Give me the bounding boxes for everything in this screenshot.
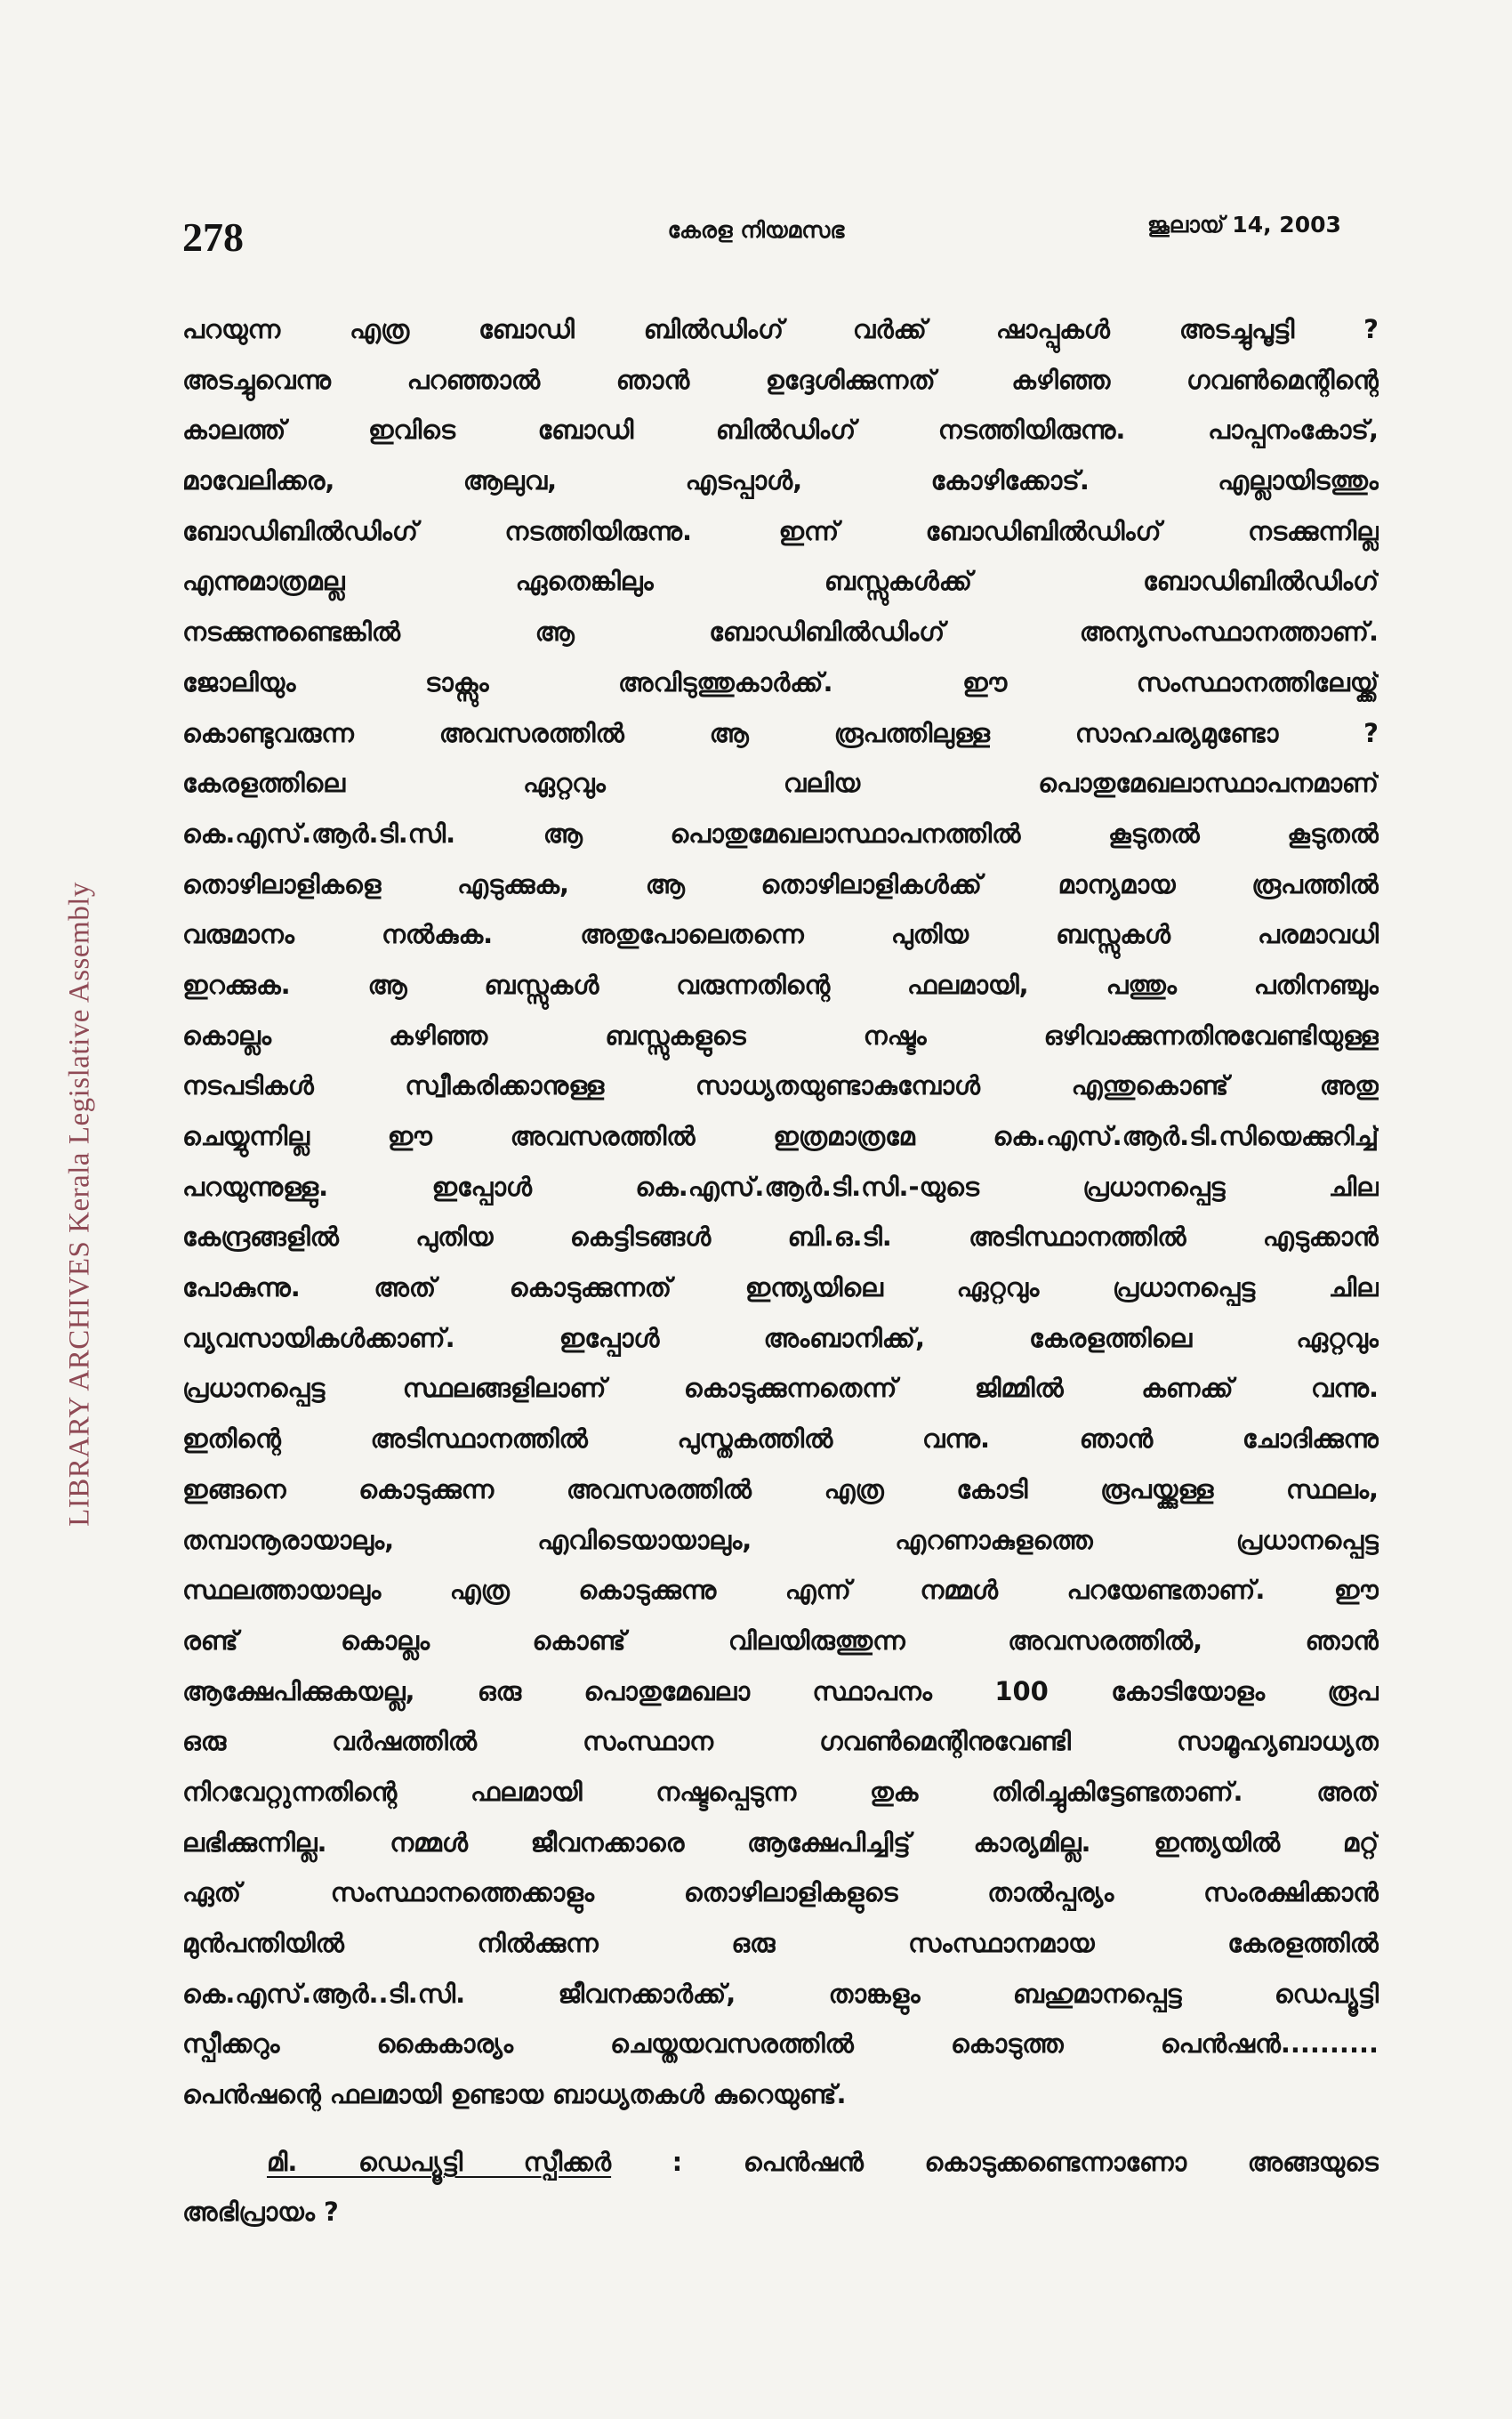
body-line: മാവേലിക്കര, ആലുവ, എടപ്പാൾ, കോഴിക്കോട്. എല്ലായിടത്തും xyxy=(182,465,1379,496)
body-line: പെൻഷന്റെ ഫലമായി ഉണ്ടായ ബാധ്യതകൾ കുറെയുണ്ട്. xyxy=(182,2079,847,2110)
body-line: അടച്ചുവെന്നു പറഞ്ഞാൽ ഞാൻ ഉദ്ദേശിക്കുന്നത് കഴിഞ്ഞ ഗവൺമെന്റിന്റെ xyxy=(182,364,1379,395)
speaker-name: മി. ഡെപ്യൂട്ടി സ്പീക്കർ xyxy=(267,2147,612,2177)
body-line: കേന്ദ്രങ്ങളിൽ പുതിയ കെട്ടിടങ്ങൾ ബി.ഒ.ടി. അടിസ്ഥാനത്തിൽ എടുക്കാൻ xyxy=(182,1222,1379,1253)
body-line: ഏത് സംസ്ഥാനത്തെക്കാളും തൊഴിലാളികളുടെ താൽപ്പര്യം സംരക്ഷിക്കാൻ xyxy=(182,1877,1379,1908)
speaker-paragraph xyxy=(182,2137,1379,2237)
body-paragraph xyxy=(182,304,1379,2120)
speaker-separator: : xyxy=(611,2147,744,2177)
body-line: കൊണ്ടുവരുന്ന അവസരത്തിൽ ആ രൂപത്തിലുള്ള സാഹചര്യമുണ്ടോ ? xyxy=(182,717,1379,748)
body-line: പോകുന്നു. അത് കൊടുക്കുന്നത് ഇന്ത്യയിലെ ഏറ്റവും പ്രധാനപ്പെട്ട ചില xyxy=(182,1272,1379,1303)
body-line: ഒരു വർഷത്തിൽ സംസ്ഥാന ഗവൺമെന്റിനുവേണ്ടി സാമൂഹ്യബാധ്യത xyxy=(182,1726,1379,1757)
body-line: ചെയ്യുന്നില്ല ഈ അവസരത്തിൽ ഇത്രമാത്രമേ കെ.എസ്.ആർ.ടി.സിയെക്കുറിച്ച് xyxy=(182,1121,1379,1151)
body-line: ജോലിയും ടാക്സും അവിടുത്തുകാർക്ക്. ഈ സംസ്ഥാനത്തിലേയ്ക്ക് xyxy=(182,666,1379,697)
body-line: രണ്ട് കൊല്ലം കൊണ്ട് വിലയിരുത്തുന്ന അവസരത്തിൽ, ഞാൻ xyxy=(182,1625,1379,1656)
speaker-text: പെൻഷൻ കൊടുക്കണ്ടെന്നാണോ അങ്ങയുടെ xyxy=(743,2147,1379,2177)
page-number: 278 xyxy=(182,214,244,260)
library-archives-watermark: LIBRARY ARCHIVES Kerala Legislative Assembly xyxy=(63,882,96,1527)
body-line: പറയുന്ന എത്ര ബോഡി ബിൽഡിംഗ് വർക്ക് ഷാപ്പുകൾ അടച്ചുപൂട്ടി ? xyxy=(182,314,1379,344)
body-line: എന്നുമാത്രമല്ല ഏതെങ്കിലും ബസ്സുകൾക്ക് ബോഡിബിൽഡിംഗ് xyxy=(182,566,1379,597)
body-line: സ്ഥലത്തായാലും എത്ര കൊടുക്കുന്നു എന്ന് നമ്മൾ പറയേണ്ടതാണ്. ഈ xyxy=(182,1575,1379,1606)
body-line: ലഭിക്കുന്നില്ല. നമ്മൾ ജീവനക്കാരെ ആക്ഷേപിച്ചിട്ട് കാര്യമില്ല. ഇന്ത്യയിൽ മറ്റ് xyxy=(182,1826,1379,1858)
running-head-date: ജൂലായ് 14, 2003 xyxy=(1147,212,1341,238)
body-line: കൊല്ലം കഴിഞ്ഞ ബസ്സുകളുടെ നഷ്ടം ഒഴിവാക്കുന്നതിനുവേണ്ടിയുള്ള xyxy=(182,1020,1379,1051)
body-line: കേരളത്തിലെ ഏറ്റവും വലിയ പൊതുമേഖലാസ്ഥാപനമാണ് xyxy=(182,768,1379,799)
body-line: ഇറക്കുക. ആ ബസ്സുകൾ വരുന്നതിന്റെ ഫലമായി, പത്തും പതിനഞ്ചും xyxy=(182,969,1379,1000)
body-line: വരുമാനം നൽകുക. അതുപോലെതന്നെ പുതിയ ബസ്സുകൾ പരമാവധി xyxy=(182,919,1379,950)
body-line: തൊഴിലാളികളെ എടുക്കുക, ആ തൊഴിലാളികൾക്ക് മാന്യമായ രൂപത്തിൽ xyxy=(182,868,1379,899)
body-line: മുൻപന്തിയിൽ നിൽക്കുന്ന ഒരു സംസ്ഥാനമായ കേരളത്തിൽ xyxy=(182,1928,1379,1958)
body-line: വ്യവസായികൾക്കാണ്. ഇപ്പോൾ അംബാനിക്ക്, കേരളത്തിലെ ഏറ്റവും xyxy=(182,1322,1379,1353)
speaker-continuation: അഭിപ്രായം ? xyxy=(182,2197,339,2227)
body-line: ബോഡിബിൽഡിംഗ് നടത്തിയിരുന്നു. ഇന്ന് ബോഡിബിൽഡിംഗ് നടക്കുന്നില്ല xyxy=(182,515,1379,546)
body-line: കാലത്ത് ഇവിടെ ബോഡി ബിൽഡിംഗ് നടത്തിയിരുന്നു. പാപ്പനംകോട്, xyxy=(182,415,1379,446)
body-line: കെ.എസ്.ആർ..ടി.സി. ജീവനക്കാർക്ക്, താങ്കളും ബഹുമാനപ്പെട്ട ഡെപ്യൂട്ടി xyxy=(182,1978,1379,2009)
body-line: ഇങ്ങനെ കൊടുക്കുന്ന അവസരത്തിൽ എത്ര കോടി രൂപയ്ക്കുള്ള സ്ഥലം, xyxy=(182,1473,1379,1504)
body-line: ഇതിന്റെ അടിസ്ഥാനത്തിൽ പുസ്തകത്തിൽ വന്നു. ഞാൻ ചോദിക്കുന്നു xyxy=(182,1423,1379,1455)
body-line: ആക്ഷേപിക്കുകയല്ല, ഒരു പൊതുമേഖലാ സ്ഥാപനം 100 കോടിയോളം രൂപ xyxy=(182,1675,1379,1706)
body-line: നടക്കുന്നുണ്ടെങ്കിൽ ആ ബോഡിബിൽഡിംഗ് അന്യസംസ്ഥാനത്താണ്. xyxy=(182,617,1379,648)
body-line: സ്പീക്കറും കൈകാര്യം ചെയ്തയവസരത്തിൽ കൊടുത്ത പെൻഷൻ.......... xyxy=(182,2028,1379,2060)
body-line: തമ്പാനൂരായാലും, എവിടെയായാലും, എറണാകുളത്തെ പ്രധാനപ്പെട്ട xyxy=(182,1524,1379,1555)
body-line: നിറവേറ്റുന്നതിന്റെ ഫലമായി നഷ്ടപ്പെടുന്ന തുക തിരിച്ചുകിട്ടേണ്ടതാണ്. അത് xyxy=(182,1776,1379,1807)
body-line: പ്രധാനപ്പെട്ട സ്ഥലങ്ങളിലാണ് കൊടുക്കുന്നതെന്ന് ജിമ്മിൽ കണക്ക് വന്നു. xyxy=(182,1373,1379,1404)
body-line: നടപടികൾ സ്വീകരിക്കാനുള്ള സാധ്യതയുണ്ടാകുമ്പോൾ എന്തുകൊണ്ട് അതു xyxy=(182,1070,1379,1101)
body-line: കെ.എസ്.ആർ.ടി.സി. ആ പൊതുമേഖലാസ്ഥാപനത്തിൽ കൂടുതൽ കൂടുതൽ xyxy=(182,818,1379,849)
running-head-title: കേരള നിയമസഭ xyxy=(667,217,845,243)
body-line: പറയുന്നുള്ളു. ഇപ്പോൾ കെ.എസ്.ആർ.ടി.സി.-യുടെ പ്രധാനപ്പെട്ട ചില xyxy=(182,1171,1379,1202)
speaker-line xyxy=(182,2137,1379,2187)
